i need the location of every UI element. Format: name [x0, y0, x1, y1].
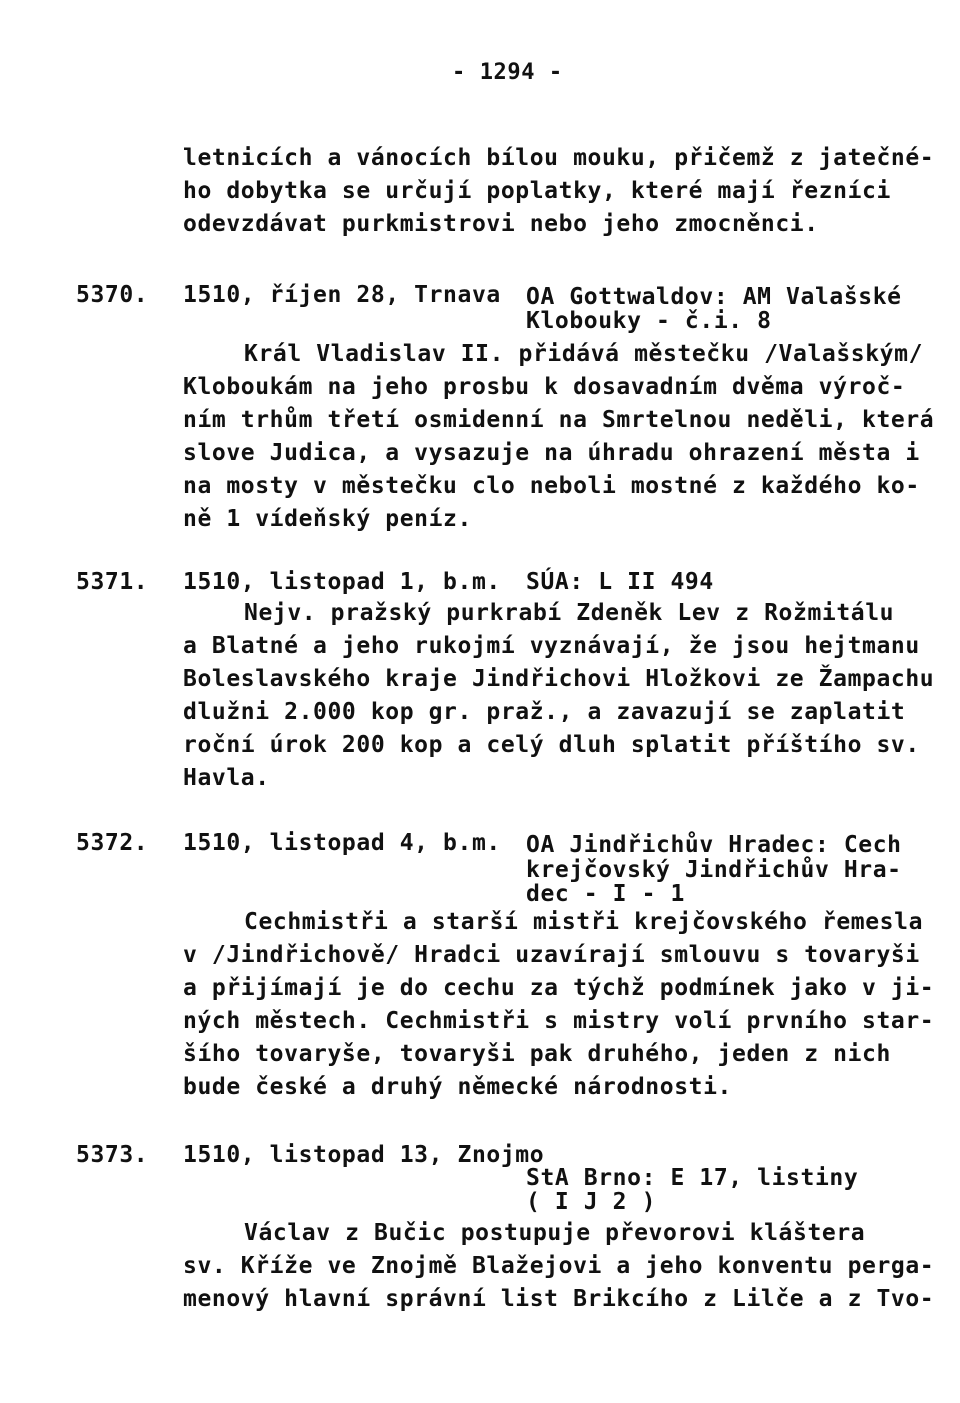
- entry-body-line: Nejv. pražský purkrabí Zdeněk Lev z Rožmitálu: [244, 600, 895, 626]
- entry-heading: 1510, říjen 28, Trnava: [183, 282, 501, 308]
- entry-body-line: Kloboukám na jeho prosbu k dosavadním dvěma výroč-: [183, 374, 906, 400]
- entry-heading: 1510, listopad 1, b.m.: [183, 569, 501, 595]
- entry-heading: 1510, listopad 4, b.m.: [183, 830, 501, 856]
- entry-source: Klobouky - č.i. 8: [526, 308, 772, 334]
- entry-body-line: v /Jindřichově/ Hradci uzavírají smlouvu s tovaryši: [183, 942, 920, 968]
- entry-body-line: Boleslavského kraje Jindřichovi Hložkovi ze Žampachu: [183, 666, 935, 692]
- entry-body-line: Václav z Bučic postupuje převorovi kláštera: [244, 1220, 866, 1246]
- entry-body-line: šího tovaryše, tovaryši pak druhého, jeden z nich: [183, 1041, 891, 1067]
- entry-heading: 1510, listopad 13, Znojmo: [183, 1142, 545, 1168]
- entry-number: 5370.: [76, 282, 149, 308]
- entry-number: 5373.: [76, 1142, 149, 1168]
- intro-line: letnicích a vánocích bílou mouku, přičemž z jatečné-: [183, 145, 935, 171]
- entry-body-line: roční úrok 200 kop a celý dluh splatit příštího sv.: [183, 732, 920, 758]
- entry-source: ( I J 2 ): [526, 1189, 657, 1215]
- entry-body-line: sv. Kříže ve Znojmě Blažejovi a jeho konventu perga-: [183, 1253, 935, 1279]
- entry-body-line: bude české a druhý německé národnosti.: [183, 1074, 732, 1100]
- entry-body-line: Havla.: [183, 765, 270, 791]
- entry-body-line: ně 1 vídeňský peníz.: [183, 506, 472, 532]
- entry-body-line: Král Vladislav II. přidává městečku /Valašským/: [244, 341, 924, 367]
- entry-source: krejčovský Jindřichův Hra-: [526, 857, 902, 883]
- entry-source: dec - I - 1: [526, 881, 685, 907]
- intro-line: ho dobytka se určují poplatky, které mají řezníci: [183, 178, 891, 204]
- entry-source: OA Gottwaldov: AM Valašské: [526, 284, 902, 310]
- entry-body-line: a Blatné a jeho rukojmí vyznávají, že jsou hejtmanu: [183, 633, 920, 659]
- entry-body-line: slove Judica, a vysazuje na úhradu ohrazení města i: [183, 440, 920, 466]
- entry-source: SÚA: L II 494: [526, 569, 714, 595]
- entry-body-line: Cechmistři a starší mistři krejčovského řemesla: [244, 909, 924, 935]
- entry-body-line: ných městech. Cechmistři s mistry volí prvního star-: [183, 1008, 935, 1034]
- entry-number: 5371.: [76, 569, 149, 595]
- entry-source: OA Jindřichův Hradec: Cech: [526, 832, 902, 858]
- entry-body-line: a přijímají je do cechu za týchž podmínek jako v ji-: [183, 975, 935, 1001]
- entry-body-line: dlužni 2.000 kop gr. praž., a zavazují se zaplatit: [183, 699, 906, 725]
- intro-line: odevzdávat purkmistrovi nebo jeho zmocněnci.: [183, 211, 819, 237]
- entry-body-line: ním trhům třetí osmidenní na Smrtelnou neděli, která: [183, 407, 935, 433]
- entry-source: StA Brno: E 17, listiny: [526, 1165, 859, 1191]
- page-number: - 1294 -: [452, 60, 563, 85]
- entry-body-line: na mosty v městečku clo neboli mostné z každého ko-: [183, 473, 920, 499]
- entry-body-line: menový hlavní správní list Brikcího z Lilče a z Tvo-: [183, 1286, 935, 1312]
- entry-number: 5372.: [76, 830, 149, 856]
